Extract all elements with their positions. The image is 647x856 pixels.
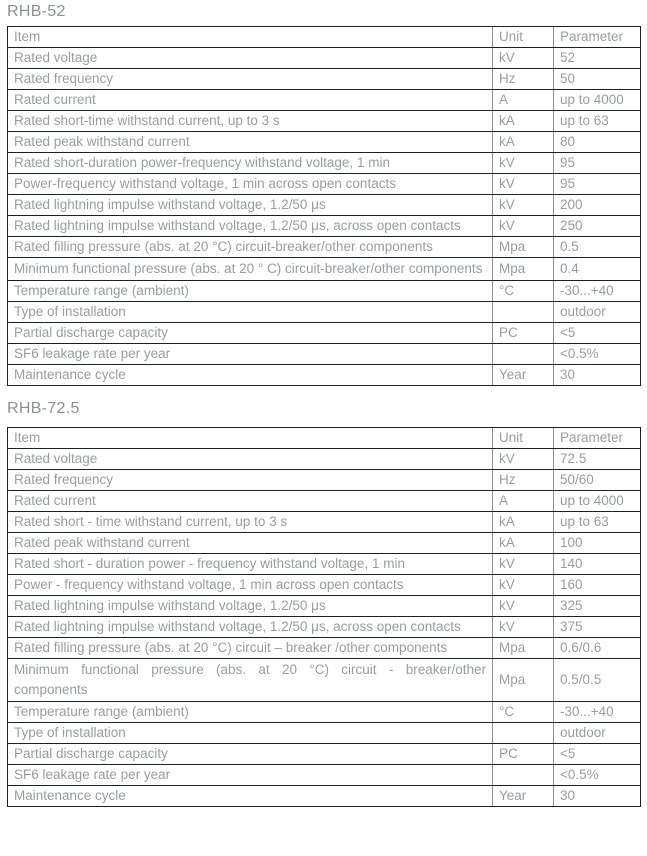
item-cell: Rated filling pressure (abs. at 20 °C) circuit-breaker/other components	[8, 237, 493, 258]
unit-cell: Year	[493, 365, 554, 386]
column-header-item: Item	[8, 27, 493, 48]
item-cell: Power - frequency withstand voltage, 1 min across open contacts	[8, 575, 493, 596]
table-row	[8, 596, 641, 617]
item-cell: Partial discharge capacity	[8, 323, 493, 344]
column-header-item: Item	[8, 428, 493, 449]
parameter-cell: outdoor	[554, 302, 641, 323]
table-row	[8, 786, 641, 807]
parameter-cell: -30...+40	[554, 702, 641, 723]
unit-cell	[493, 765, 554, 786]
parameter-cell: <5	[554, 744, 641, 765]
item-cell: Rated short - time withstand current, up to 3 s	[8, 512, 493, 533]
item-cell: Rated voltage	[8, 48, 493, 69]
table-row	[8, 195, 641, 216]
page-title: RHB-52	[7, 3, 66, 20]
item-cell: Rated current	[8, 491, 493, 512]
unit-cell	[493, 344, 554, 365]
unit-cell: kV	[493, 153, 554, 174]
item-cell: Rated filling pressure (abs. at 20 °C) circuit – breaker /other components	[8, 638, 493, 659]
table-row	[8, 344, 641, 365]
parameter-cell: up to 4000	[554, 491, 641, 512]
table-row	[8, 723, 641, 744]
unit-cell: kA	[493, 512, 554, 533]
parameter-cell: 95	[554, 174, 641, 195]
table-row	[8, 575, 641, 596]
unit-cell: °C	[493, 281, 554, 302]
unit-cell	[493, 302, 554, 323]
item-cell: Rated peak withstand current	[8, 533, 493, 554]
table-row	[8, 90, 641, 111]
parameter-cell: 50	[554, 69, 641, 90]
parameter-cell: 95	[554, 153, 641, 174]
item-cell: Power-frequency withstand voltage, 1 min across open contacts	[8, 174, 493, 195]
unit-cell: Mpa	[493, 237, 554, 258]
table-row	[8, 533, 641, 554]
parameter-cell: 325	[554, 596, 641, 617]
table-row	[8, 702, 641, 723]
item-cell: Type of installation	[8, 302, 493, 323]
item-cell: Rated lightning impulse withstand voltage, 1.2/50 μs, across open contacts	[8, 617, 493, 638]
unit-cell: kA	[493, 111, 554, 132]
parameter-cell: up to 63	[554, 111, 641, 132]
item-cell: Partial discharge capacity	[8, 744, 493, 765]
item-cell: Rated lightning impulse withstand voltage, 1.2/50 μs	[8, 596, 493, 617]
page-title: RHB-72.5	[7, 400, 80, 417]
table-row	[8, 491, 641, 512]
item-cell: Rated current	[8, 90, 493, 111]
parameter-cell: -30...+40	[554, 281, 641, 302]
item-cell: Rated lightning impulse withstand voltage, 1.2/50 μs	[8, 195, 493, 216]
table-row	[8, 638, 641, 659]
item-cell: Minimum functional pressure (abs. at 20 °C) circuit - breaker/other components	[8, 659, 493, 702]
item-cell: Rated frequency	[8, 470, 493, 491]
item-cell: Rated frequency	[8, 69, 493, 90]
column-header-parameter: Parameter	[554, 27, 641, 48]
item-cell: SF6 leakage rate per year	[8, 765, 493, 786]
unit-cell: kA	[493, 132, 554, 153]
spec-table-rhb-52	[7, 26, 641, 386]
parameter-cell: 30	[554, 365, 641, 386]
parameter-cell: outdoor	[554, 723, 641, 744]
parameter-cell: <0.5%	[554, 344, 641, 365]
table-row	[8, 365, 641, 386]
unit-cell: kV	[493, 195, 554, 216]
unit-cell: Mpa	[493, 638, 554, 659]
item-cell: Rated short-time withstand current, up to 3 s	[8, 111, 493, 132]
item-cell: Rated peak withstand current	[8, 132, 493, 153]
unit-cell: Mpa	[493, 659, 554, 702]
parameter-cell: 0.5	[554, 237, 641, 258]
item-cell: Rated short-duration power-frequency withstand voltage, 1 min	[8, 153, 493, 174]
table-row	[8, 174, 641, 195]
table-row	[8, 111, 641, 132]
item-cell: Temperature range (ambient)	[8, 702, 493, 723]
column-header-unit: Unit	[493, 27, 554, 48]
item-cell: Rated lightning impulse withstand voltage, 1.2/50 μs, across open contacts	[8, 216, 493, 237]
header-row	[8, 27, 641, 48]
table-row	[8, 302, 641, 323]
table-row	[8, 258, 641, 281]
unit-cell: PC	[493, 323, 554, 344]
table-row	[8, 449, 641, 470]
parameter-cell: 375	[554, 617, 641, 638]
unit-cell: kV	[493, 48, 554, 69]
item-cell: Type of installation	[8, 723, 493, 744]
parameter-cell: up to 63	[554, 512, 641, 533]
table-row	[8, 216, 641, 237]
column-header-unit: Unit	[493, 428, 554, 449]
unit-cell: Hz	[493, 69, 554, 90]
unit-cell: kV	[493, 554, 554, 575]
unit-cell: °C	[493, 702, 554, 723]
unit-cell	[493, 723, 554, 744]
parameter-cell: <5	[554, 323, 641, 344]
item-cell: Maintenance cycle	[8, 786, 493, 807]
parameter-cell: <0.5%	[554, 765, 641, 786]
item-cell: Rated short - duration power - frequency withstand voltage, 1 min	[8, 554, 493, 575]
unit-cell: kV	[493, 216, 554, 237]
table-row	[8, 132, 641, 153]
parameter-cell: 0.4	[554, 258, 641, 281]
parameter-cell: 72.5	[554, 449, 641, 470]
table-row	[8, 744, 641, 765]
parameter-cell: 0.6/0.6	[554, 638, 641, 659]
unit-cell: A	[493, 90, 554, 111]
parameter-cell: 160	[554, 575, 641, 596]
spec-table-rhb-72-5	[7, 427, 641, 807]
section-rhb-52	[7, 3, 640, 386]
parameter-cell: 30	[554, 786, 641, 807]
unit-cell: kV	[493, 617, 554, 638]
table-row	[8, 281, 641, 302]
item-cell: Minimum functional pressure (abs. at 20 ° C) circuit-breaker/other components	[8, 258, 493, 281]
parameter-cell: 140	[554, 554, 641, 575]
parameter-cell: 250	[554, 216, 641, 237]
table-row	[8, 659, 641, 702]
table-row	[8, 323, 641, 344]
parameter-cell: 52	[554, 48, 641, 69]
unit-cell: PC	[493, 744, 554, 765]
table-row	[8, 617, 641, 638]
unit-cell: Mpa	[493, 258, 554, 281]
table-row	[8, 554, 641, 575]
column-header-parameter: Parameter	[554, 428, 641, 449]
unit-cell: A	[493, 491, 554, 512]
parameter-cell: 80	[554, 132, 641, 153]
item-cell: Temperature range (ambient)	[8, 281, 493, 302]
parameter-cell: up to 4000	[554, 90, 641, 111]
unit-cell: kV	[493, 174, 554, 195]
table-row	[8, 69, 641, 90]
item-cell: SF6 leakage rate per year	[8, 344, 493, 365]
unit-cell: kV	[493, 449, 554, 470]
unit-cell: Year	[493, 786, 554, 807]
parameter-cell: 200	[554, 195, 641, 216]
section-rhb-72-5	[7, 400, 640, 807]
header-row	[8, 428, 641, 449]
table-row	[8, 765, 641, 786]
item-cell: Maintenance cycle	[8, 365, 493, 386]
table-row	[8, 153, 641, 174]
item-cell: Rated voltage	[8, 449, 493, 470]
table-row	[8, 48, 641, 69]
unit-cell: kV	[493, 575, 554, 596]
unit-cell: kA	[493, 533, 554, 554]
unit-cell: Hz	[493, 470, 554, 491]
table-row	[8, 237, 641, 258]
table-row	[8, 470, 641, 491]
parameter-cell: 50/60	[554, 470, 641, 491]
unit-cell: kV	[493, 596, 554, 617]
table-row	[8, 512, 641, 533]
parameter-cell: 0.5/0.5	[554, 659, 641, 702]
parameter-cell: 100	[554, 533, 641, 554]
